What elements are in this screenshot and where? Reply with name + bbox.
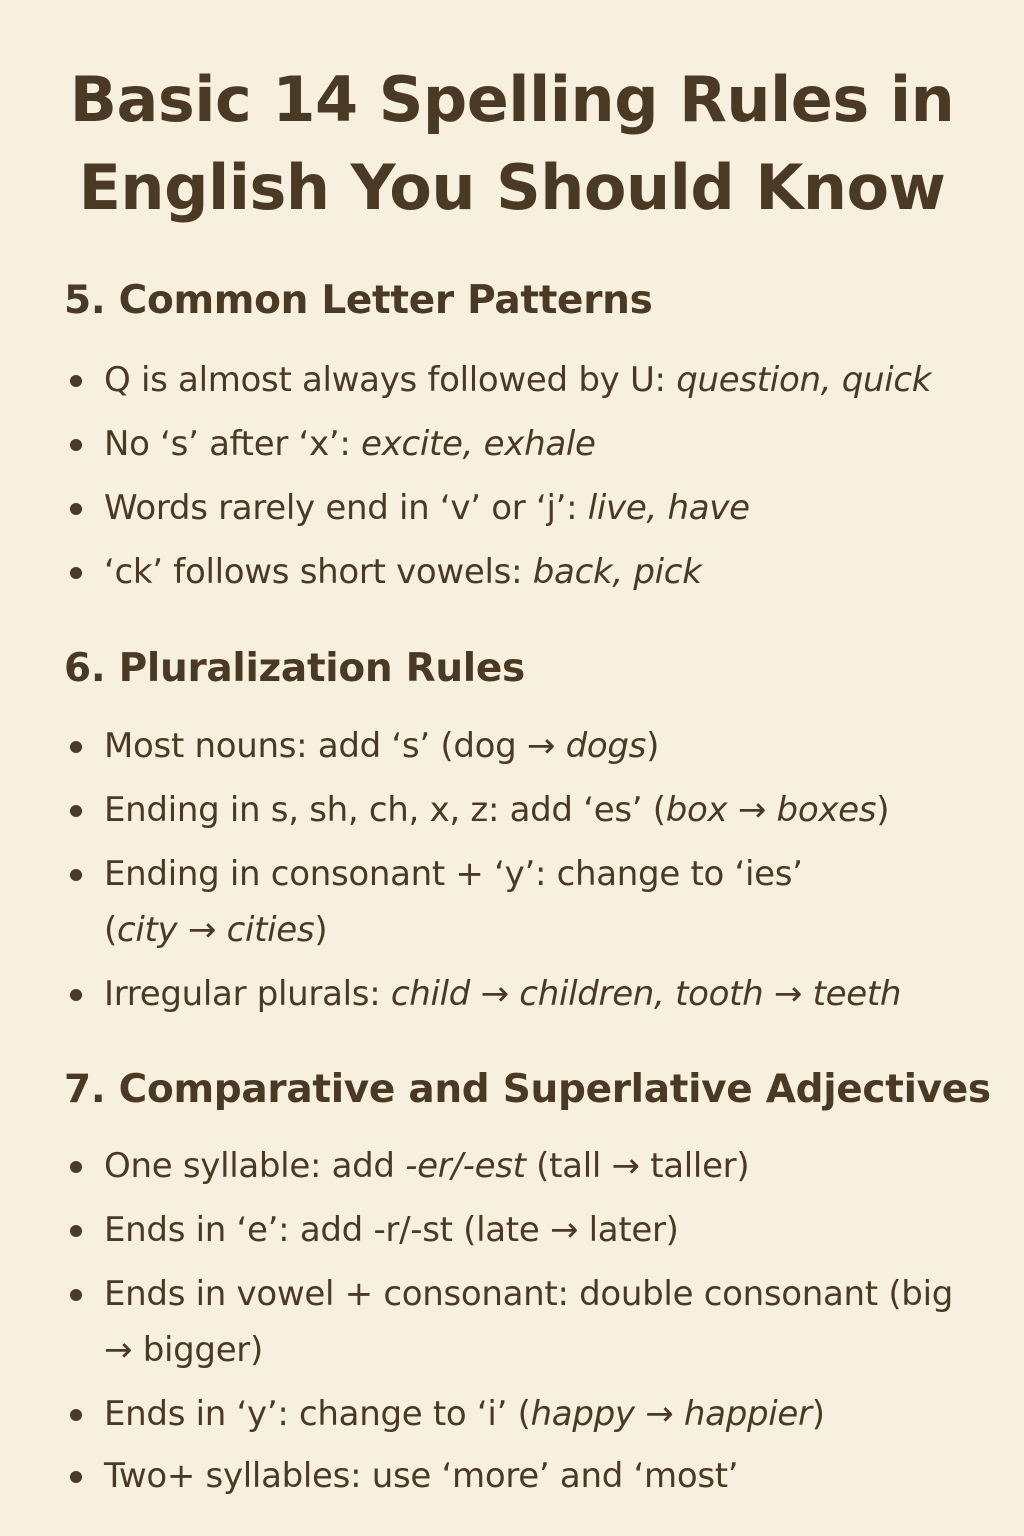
page-title — [40, 56, 984, 232]
list-item: No ‘s’ after ‘x’: excite, exhale — [104, 424, 596, 464]
list-item: Ends in ‘y’: change to ‘i’ (happy → happier) — [104, 1394, 825, 1434]
bullet-dot — [70, 1225, 82, 1237]
bullet-dot — [70, 503, 82, 515]
list-item: One syllable: add -er/-est (tall → taller) — [104, 1146, 750, 1186]
bullet-dot — [70, 1471, 82, 1483]
list-item: ‘ck’ follows short vowels: back, pick — [104, 552, 702, 592]
list-item: Ends in ‘e’: add -r/-st (late → later) — [104, 1210, 679, 1250]
bullet-dot — [70, 741, 82, 753]
list-item: Irregular plurals: child → children, tooth → teeth — [104, 974, 902, 1014]
bullet-dot — [70, 1289, 82, 1301]
list-item: Ending in consonant + ‘y’: change to ‘ies’ (city → cities) — [104, 854, 803, 950]
list-item: Most nouns: add ‘s’ (dog → dogs) — [104, 726, 660, 766]
list-item: Words rarely end in ‘v’ or ‘j’: live, have — [104, 488, 750, 528]
list-item: Q is almost always followed by U: question, quick — [104, 360, 932, 400]
bullet-dot — [70, 869, 82, 881]
section-heading-letter-patterns: 5. Common Letter Patterns — [64, 278, 653, 323]
section-heading-adjectives: 7. Comparative and Superlative Adjectives — [64, 1067, 991, 1112]
list-item: Two+ syllables: use ‘more’ and ‘most’ — [104, 1456, 739, 1496]
bullet-dot — [70, 805, 82, 817]
bullet-dot — [70, 1161, 82, 1173]
list-item: Ending in s, sh, ch, x, z: add ‘es’ (box → boxes) — [104, 790, 890, 830]
bullet-dot — [70, 439, 82, 451]
bullet-dot — [70, 567, 82, 579]
section-heading-pluralization: 6. Pluralization Rules — [64, 646, 525, 691]
bullet-dot — [70, 375, 82, 387]
page-title-line-1: Basic 14 Spelling Rules in — [69, 63, 955, 136]
page-title-line-2: English You Should Know — [78, 151, 946, 224]
list-item: Ends in vowel + consonant: double consonant (big → bigger) — [104, 1274, 954, 1370]
bullet-dot — [70, 989, 82, 1001]
bullet-dot — [70, 1409, 82, 1421]
